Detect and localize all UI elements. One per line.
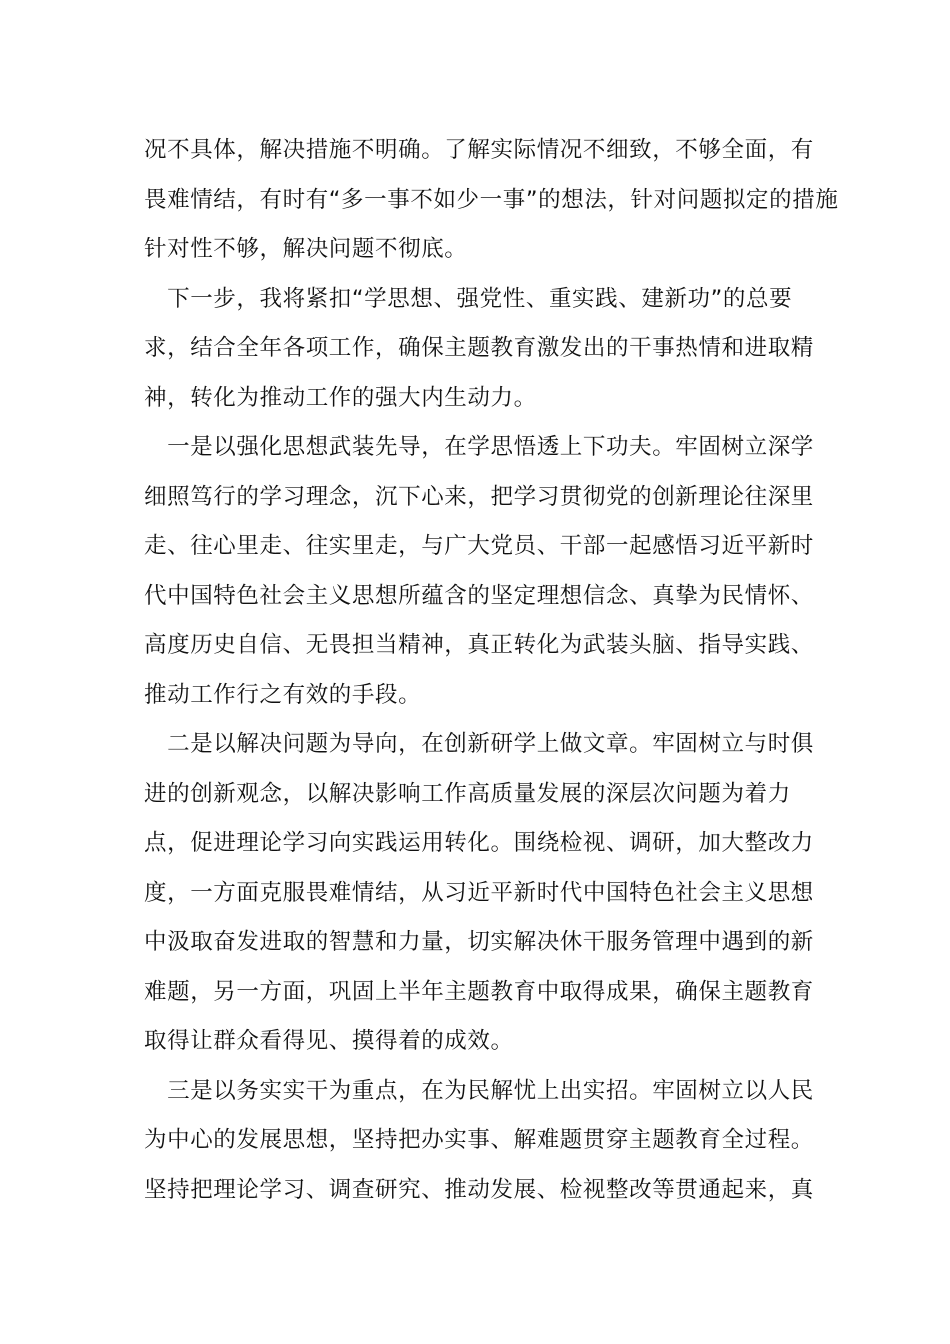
text-line: 一是以强化思想武装先导，在学思悟透上下功夫。牢固树立深学 <box>144 434 814 460</box>
text-line: 二是以解决问题为导向，在创新研学上做文章。牢固树立与时俱 <box>144 731 814 757</box>
text-line: 针对性不够，解决问题不彻底。 <box>144 236 468 262</box>
text-line: 三是以务实实干为重点，在为民解忧上出实招。牢固树立以人民 <box>144 1077 814 1104</box>
text-line: 中汲取奋发进取的智慧和力量，切实解决休干服务管理中遇到的新 <box>144 929 814 955</box>
text-line: 细照笃行的学习理念，沉下心来，把学习贯彻党的创新理论往深里 <box>144 483 814 510</box>
text-line: 推动工作行之有效的手段。 <box>144 681 422 708</box>
text-line: 度，一方面克服畏难情结，从习近平新时代中国特色社会主义思想 <box>144 879 814 906</box>
text-line: 走、往心里走、往实里走，与广大党员、干部一起感悟习近平新时 <box>144 533 814 559</box>
document-body <box>144 126 839 1215</box>
text-line: 取得让群众看得见、摸得着的成效。 <box>144 1028 514 1054</box>
text-line: 高度历史自信、无畏担当精神，真正转化为武装头脑、指导实践、 <box>144 632 814 658</box>
text-line: 点，促进理论学习向实践运用转化。围绕检视、调研，加大整改力 <box>144 830 814 856</box>
text-line: 坚持把理论学习、调查研究、推动发展、检视整改等贯通起来，真 <box>144 1176 814 1203</box>
text-line: 神，转化为推动工作的强大内生动力。 <box>144 384 537 411</box>
text-line: 求，结合全年各项工作，确保主题教育激发出的干事热情和进取精 <box>144 335 814 361</box>
text-line: 为中心的发展思想，坚持把办实事、解难题贯穿主题教育全过程。 <box>144 1127 814 1153</box>
text-line: 进的创新观念，以解决影响工作高质量发展的深层次问题为着力 <box>144 780 791 807</box>
text-line: 况不具体，解决措施不明确。了解实际情况不细致，不够全面，有 <box>144 137 814 163</box>
text-line: 难题，另一方面，巩固上半年主题教育中取得成果，确保主题教育 <box>144 978 814 1005</box>
text-line: 下一步，我将紧扣“学思想、强党性、重实践、建新功”的总要 <box>144 285 793 312</box>
text-line: 畏难情结，有时有“多一事不如少一事”的想法，针对问题拟定的措施 <box>144 186 839 213</box>
text-line: 代中国特色社会主义思想所蕴含的坚定理想信念、真挚为民情怀、 <box>144 582 814 609</box>
